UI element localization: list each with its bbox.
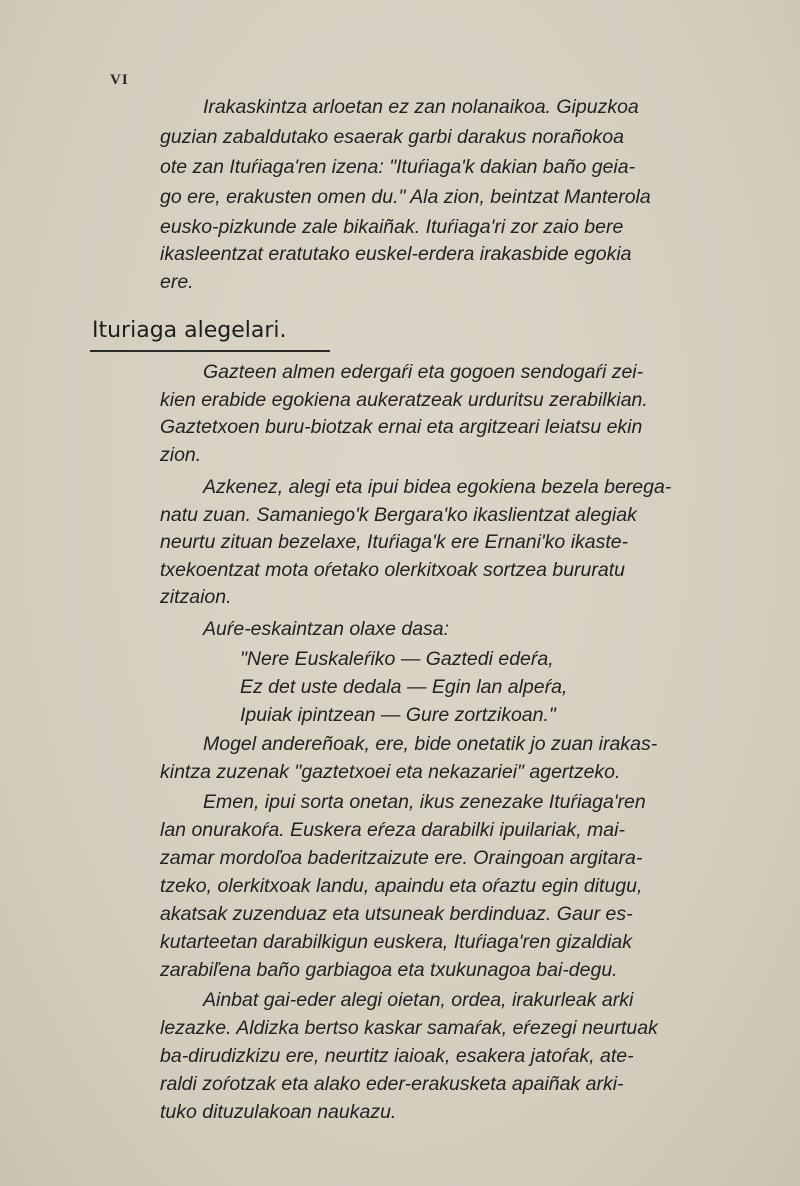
text-line: txekoentzat mota oŕetako olerkitxoak sortzea bururatu (160, 559, 625, 581)
verse-line: Ipuiak ipintzean — Gure zortzikoan." (240, 704, 556, 726)
text-line: raldi zoŕotzak eta alako eder-erakusketa apaiñak arki- (160, 1073, 624, 1095)
text-line: Gazteen almen edergaŕi eta gogoen sendogaŕi zei- (203, 361, 644, 383)
text-line: guzian zabaldutako esaerak garbi darakus norañokoa (160, 126, 624, 148)
text-line: zitzaion. (160, 586, 232, 608)
text-line: ikasleentzat eratutako euskel-erdera irakasbide egokia (160, 243, 632, 265)
section-heading: Ituriaga alegelari. (92, 318, 287, 343)
text-line: lan onurakoŕa. Euskera eŕeza darabilki ipuilariak, mai- (160, 819, 625, 841)
verse-line: Ez det uste dedala — Egin lan alpeŕa, (240, 676, 568, 698)
text-line: tuko dituzulakoan naukazu. (160, 1101, 397, 1123)
text-line: zarabiľena baño garbiagoa eta txukunagoa bai-degu. (160, 959, 618, 981)
text-line: ote zan Ituŕiaga'ren izena: "Ituŕiaga'k dakian baño geia- (160, 156, 636, 178)
verse-line: "Nere Euskaleŕiko — Gaztedi edeŕa, (240, 648, 554, 670)
text-line: kintza zuzenak "gaztetxoei eta nekazariei" agertzeko. (160, 761, 621, 783)
text-line: ba-dirudizkizu ere, neurtitz iaioak, esakera jatoŕak, ate- (160, 1045, 634, 1067)
text-line: eusko-pizkunde zale bikaiñak. Ituŕiaga'ri zor zaio bere (160, 216, 624, 238)
text-line: kien erabide egokiena aukeratzeak urduritsu zerabilkian. (160, 389, 648, 411)
text-line: ere. (160, 271, 194, 293)
text-line: Emen, ipui sorta onetan, ikus zenezake Ituŕiaga'ren (203, 791, 646, 813)
heading-underline (90, 350, 330, 352)
text-line: natu zuan. Samaniego'k Bergara'ko ikaslientzat alegiak (160, 504, 637, 526)
text-line: neurtu zituan bezelaxe, Ituŕiaga'k ere Ernani'ko ikaste- (160, 531, 629, 553)
text-line: zamar mordoľoa baderitzaizute ere. Oraingoan argitara- (160, 847, 643, 869)
page-number: VI (110, 72, 129, 88)
text-line: tzeko, olerkitxoak landu, apaindu eta oŕaztu egin ditugu, (160, 875, 643, 897)
text-line: zion. (160, 444, 202, 466)
text-line: kutarteetan darabilkigun euskera, Ituŕiaga'ren gizaldiak (160, 931, 633, 953)
text-line: akatsak zuzenduaz eta utsuneak berdinduaz. Gaur es- (160, 903, 633, 925)
text-line: lezazke. Aldizka bertso kaskar samaŕak, eŕezegi neurtuak (160, 1017, 658, 1039)
text-line: Ainbat gai-eder alegi oietan, ordea, irakurleak arki (203, 989, 634, 1011)
text-line: Mogel andereñoak, ere, bide onetatik jo zuan irakas- (203, 733, 658, 755)
text-line: Azkenez, alegi eta ipui bidea egokiena bezela berega- (203, 476, 672, 498)
text-line: Auŕe-eskaintzan olaxe dasa: (203, 618, 450, 640)
text-line: Gaztetxoen buru-biotzak ernai eta argitzeari leiatsu ekin (160, 416, 643, 438)
text-line: Irakaskintza arloetan ez zan nolanaikoa. Gipuzkoa (203, 96, 639, 118)
text-line: go ere, erakusten omen du." Ala zion, beintzat Manterola (160, 186, 651, 208)
